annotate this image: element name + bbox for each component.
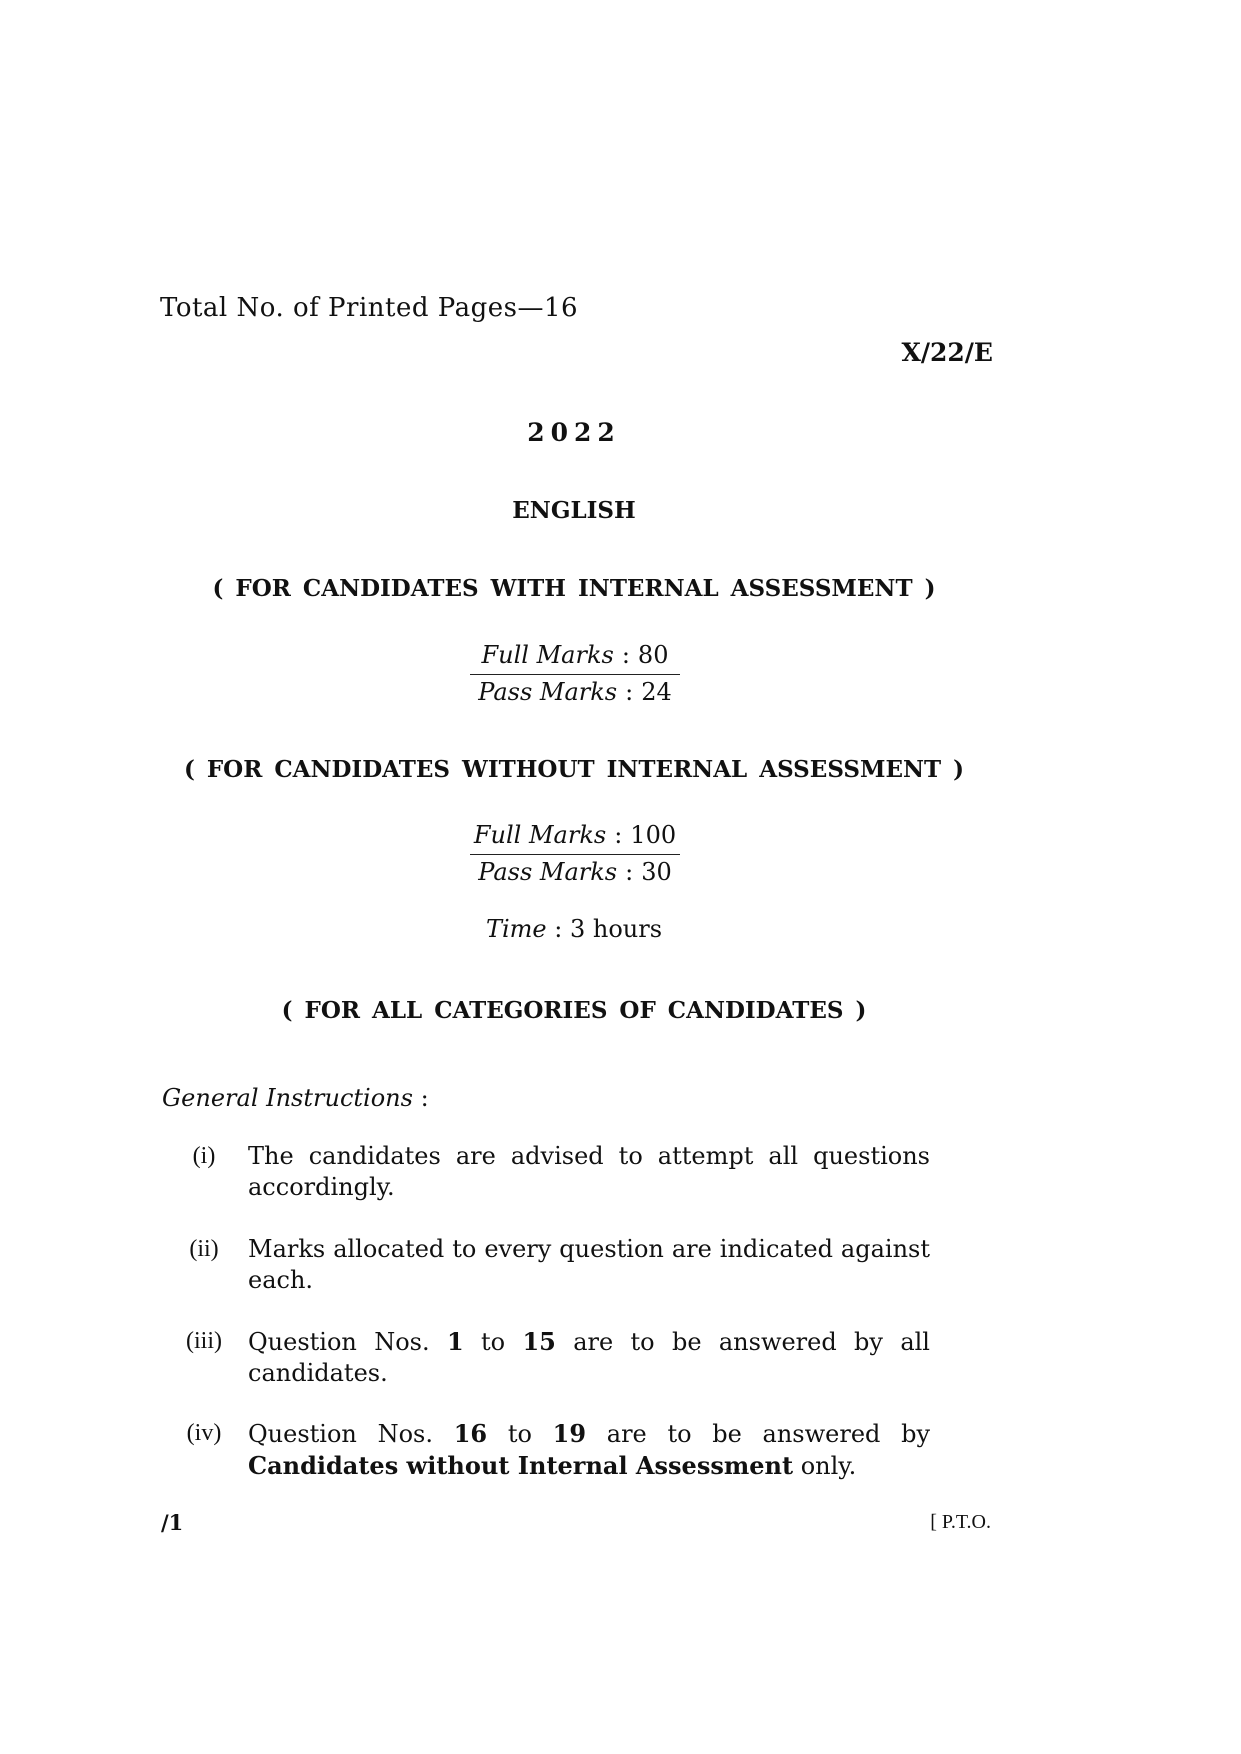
full-marks-value: 80 xyxy=(637,641,669,669)
pass-marks-line: Pass Marks : 24 xyxy=(470,675,680,709)
general-instructions-title: General Instructions : xyxy=(162,1084,429,1112)
pass-marks-label: Pass Marks xyxy=(478,678,618,706)
question-range-end: 19 xyxy=(552,1419,587,1448)
full-marks-line: Full Marks : 100 xyxy=(470,818,680,855)
printed-pages-count: Total No. of Printed Pages—16 xyxy=(160,293,579,323)
instruction-text: Marks allocated to every question are indicated against each. xyxy=(248,1235,930,1294)
instruction-item xyxy=(160,1141,930,1203)
question-range-end: 15 xyxy=(522,1327,556,1356)
instruction-item xyxy=(160,1326,930,1389)
question-range-start: 16 xyxy=(453,1419,488,1448)
marks-with-internal-assessment xyxy=(470,638,680,709)
instruction-number: (ii) xyxy=(189,1236,219,1262)
pass-marks-value: 30 xyxy=(641,858,672,886)
instruction-text: Question Nos. 1 to 15 are to be answered by all candidates. xyxy=(248,1327,930,1387)
marks-without-internal-assessment xyxy=(470,818,680,889)
candidate-category: Candidates without Internal Assessment xyxy=(248,1451,794,1480)
heading-without-internal-assessment: ( FOR CANDIDATES WITHOUT INTERNAL ASSESSMENT ) xyxy=(183,756,965,783)
exam-time: Time : 3 hours xyxy=(485,915,663,943)
heading-with-internal-assessment: ( FOR CANDIDATES WITH INTERNAL ASSESSMENT ) xyxy=(212,575,936,602)
full-marks-line: Full Marks : 80 xyxy=(470,638,680,675)
paper-code: X/22/E xyxy=(901,338,993,367)
instruction-number: (iii) xyxy=(186,1328,222,1354)
instruction-text: Question Nos. 16 to 19 are to be answered by Candidates without Internal Assessment only. xyxy=(248,1419,931,1480)
instruction-number: (iv) xyxy=(186,1420,222,1446)
full-marks-value: 100 xyxy=(630,821,677,849)
instruction-number: (i) xyxy=(192,1143,216,1169)
instruction-text: The candidates are advised to attempt all questions accordingly. xyxy=(248,1142,930,1201)
exam-subject: ENGLISH xyxy=(512,497,636,524)
please-turn-over: [ P.T.O. xyxy=(930,1511,991,1533)
pass-marks-label: Pass Marks xyxy=(478,858,618,886)
time-label: Time xyxy=(485,915,547,943)
instruction-item xyxy=(160,1418,930,1482)
full-marks-label: Full Marks xyxy=(481,641,614,669)
pass-marks-value: 24 xyxy=(641,678,672,706)
page-number: /1 xyxy=(161,1510,184,1535)
pass-marks-line: Pass Marks : 30 xyxy=(470,855,680,889)
question-range-start: 1 xyxy=(446,1327,464,1356)
exam-year: 2022 xyxy=(527,418,621,447)
time-value: 3 hours xyxy=(569,915,663,943)
heading-all-categories: ( FOR ALL CATEGORIES OF CANDIDATES ) xyxy=(281,997,867,1024)
full-marks-label: Full Marks xyxy=(473,821,607,849)
instruction-item xyxy=(160,1234,930,1296)
